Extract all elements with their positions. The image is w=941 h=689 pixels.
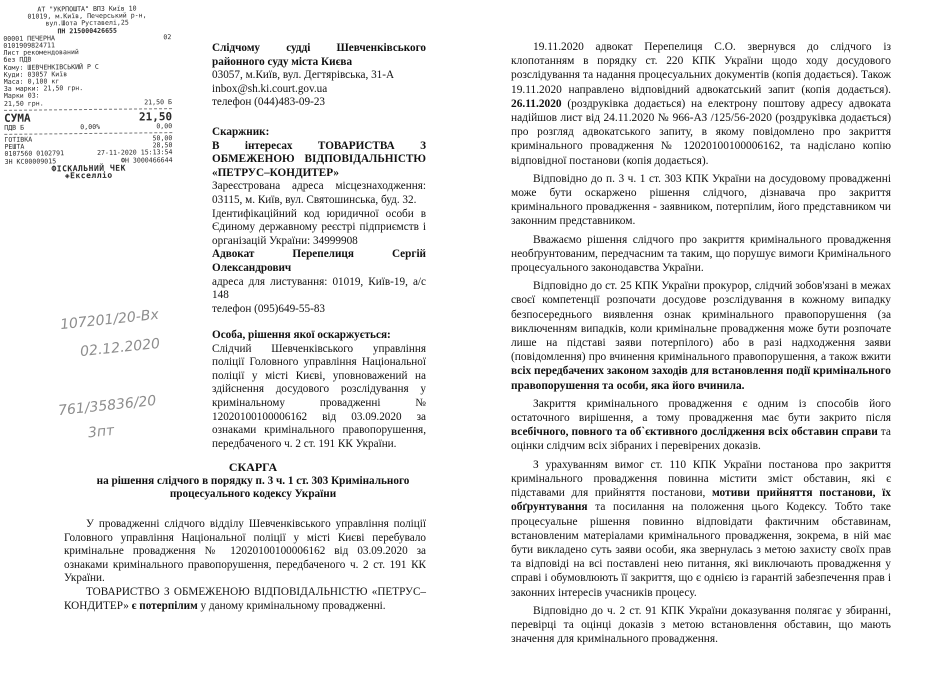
receipt-cash-label: ГОТІВКА	[4, 135, 33, 144]
receipt-fiscal-label: ФІСКАЛЬНИЙ ЧЕК	[51, 163, 126, 174]
complainant-block	[212, 126, 426, 316]
left-paragraph-1: У провадженні слідчого відділу Шевченківського управління поліції Головного управління Національної поліції у місті Києві перебувало кримінальне провадження № 12020100100006162 від 03.09.2020 за ознаками кримінального правопорушення, передбаченого ч. 2 ст. 191 КК України.	[64, 518, 426, 585]
addressee-phone: телефон (044)483-09-23	[212, 96, 326, 109]
right-paragraph-5-c: та оцінки слідчим всіх зібраних і перевірених доказів.	[511, 426, 891, 453]
receipt-item-amount: 21,50 Б	[144, 97, 173, 107]
receipt-item-1: 0101909824711	[3, 41, 56, 50]
complainant-address: Зареєстрована адреса місцезнаходження: 03115, м. Київ, вул. Святошинська, буд. 32.	[212, 180, 426, 206]
handwritten-note: 3пт	[87, 422, 115, 442]
receipt-brand-text: Екселліо	[70, 170, 113, 181]
receipt-fn: ФН 3000466644	[120, 155, 173, 165]
complainant-label: Скаржник:	[212, 126, 270, 138]
receipt-cash-value: 50,00	[152, 134, 173, 143]
receipt-header-4: ПН 215000426655	[57, 26, 118, 35]
right-paragraph-6-a: З урахуванням вимог ст. 110 КПК України постанова про закриття кримінального провадження повинна містити зміст обставин, які є підставами для прийняття постанови,	[511, 458, 891, 500]
receipt-item-7: За марки: 21,50 грн.	[3, 84, 84, 94]
postal-receipt	[3, 5, 173, 207]
receipt-item-5: Куди: 03057 Київ	[3, 70, 68, 79]
document-subtitle: на рішення слідчого в порядку п. 3 ч. 1 ст. 303 Кримінального процесуального кодексу України	[96, 474, 410, 501]
addressee-address: 03057, м.Київ, вул. Дегтярівська, 31-А	[212, 69, 395, 82]
receipt-item-6: Маса: 0,100 кг	[3, 77, 60, 86]
handwritten-case-number: 761/35836/20	[57, 392, 158, 420]
receipt-header-3: вул.Шота Руставелі,25	[45, 18, 129, 28]
document-title: СКАРГА	[228, 460, 278, 474]
receipt-item-8: Марки 03:	[3, 91, 40, 101]
right-paragraph-1-bold: 26.11.2020	[511, 97, 562, 110]
receipt-brand	[5, 171, 173, 180]
complainant-name: В інтересах ТОВАРИСТВА З ОБМЕЖЕНОЮ ВІДПОВІДАЛЬНІСТЮ «ПЕТРУС–КОНДИТЕР»	[212, 139, 426, 179]
receipt-item-code: 02	[163, 32, 172, 42]
addressee-block	[212, 42, 426, 110]
lawyer-name: Адвокат Перепелиця Сергій Олександрович	[212, 248, 426, 274]
receipt-header-2: 01019, м.Київ, Печерський р-н,	[27, 11, 147, 21]
respondent-label: Особа, рішення якої оскаржується:	[212, 329, 391, 341]
receipt-change-value: 28,50	[152, 141, 173, 150]
handwritten-registration-number: 107201/20-Вх	[59, 306, 160, 334]
lawyer-phone: телефон (095)649-55-83	[212, 302, 326, 315]
receipt-item-2: Лист рекомендований	[3, 48, 79, 58]
right-paragraph-4-bold: всіх передбачених законом заходів для встановлення події кримінального правопорушення та особи, яка його вчинила.	[511, 365, 891, 392]
receipt-zn: ЗН КС00009015	[4, 156, 57, 166]
receipt-header-1: АТ "УКРПОШТА" ВПЗ Київ 10	[37, 4, 137, 14]
left-paragraph-2	[64, 586, 426, 613]
right-paragraph-6	[511, 458, 891, 600]
right-paragraph-1-c: (роздруківка додається) на електрону поштову адресу адвоката надійшов лист від 24.11.2020 № 966-АЗ /125/56-2020 (роздруківка додається) про розгляд адвокатського запиту, в якому повідомлено про закриття кримінального провадження № 12020100100006162, та надіслано копію відповідної постанови (копія додається).	[511, 97, 891, 167]
respondent-text: Слідчий Шевченківського управління поліції Головного управління Національної поліції у місті Києві, уповноважений на здійснення досудового розслідування у кримінальному провадженні № 12020100100006162 від 03.09.2020 за ознаками кримінального правопорушення, передбаченого ч. 2 ст. 191 КК України.	[212, 342, 426, 450]
handwritten-date: 02.12.2020	[79, 335, 161, 361]
receipt-item-4: Кому: ШЕВЧЕНКІВСЬКИЙ Р С	[3, 62, 99, 72]
addressee-court: Слідчому судді Шевченківського районного суду міста Києва	[212, 42, 426, 68]
receipt-change-label: РЕШТА	[4, 142, 25, 152]
receipt-item-3: без ПДВ	[3, 56, 32, 65]
left-paragraph-2-a: ТОВАРИСТВО З ОБМЕЖЕНОЮ ВІДПОВІДАЛЬНІСТЮ «ПЕТРУС–КОНДИТЕР»	[64, 585, 426, 612]
right-paragraph-1	[511, 40, 891, 168]
brand-logo-icon: ◈	[64, 171, 71, 181]
right-body	[511, 40, 891, 646]
addressee-email: inbox@sh.ki.court.gov.ua	[212, 82, 328, 95]
right-paragraph-5	[511, 397, 891, 454]
respondent-block	[212, 329, 426, 451]
right-paragraph-4-a: Відповідно до ст. 25 КПК України прокурор, слідчий зобов'язані в межах своєї компетенції розпочати досудове розслідування в кожному випадку безпосереднього виявлення ознак кримінального правопорушення (за виключенням випадків, коли кримінальне провадження може бути розпочате лише на підставі заяви потерпілого) або в разі надходження заяви (повідомлення) про вчинення кримінального правопорушення, а також вжити	[511, 280, 891, 364]
complainant-code: Ідентифікаційний код юридичної особи в Єдиному державному реєстрі підприємств і організацій України: 34999908	[212, 207, 426, 247]
right-paragraph-6-c: та посилання на положення цього Кодексу. Тобто таке процесуальне рішення повинно відповідати фактичним обставинам, встановленим матеріалами кримінального провадження, зокрема, в ній має бути викладено суть заяви особи, яка звернулась з метою захисту своїх прав та відповіді на всі поставлені нею питання, які виключають провадження у справі і обумовлюють її закриття, що є однією із гарантій забезпечення прав і законних інтересів учасників процесу.	[511, 501, 891, 599]
receipt-vat-label: ПДВ Б	[4, 123, 25, 132]
receipt-datetime: 27-11-2020 15:13:54	[97, 148, 173, 158]
left-body	[64, 518, 426, 613]
right-paragraph-5-bold: всебічного, повного та об`єктивного дослідження всіх обставин справи	[511, 426, 878, 439]
left-paragraph-2-c: у даному кримінальному провадженні.	[197, 599, 386, 612]
receipt-total-value: 21,50	[138, 109, 173, 124]
receipt-item-9: 21,50 грн.	[3, 99, 44, 108]
document-title-block	[80, 461, 426, 502]
right-paragraph-3: Вважаємо рішення слідчого про закриття кримінального провадження необґрунтованим, передчасним та таким, що порушує вимоги Кримінального процесуального законодавства України.	[511, 233, 891, 275]
receipt-vat-pct: 0,00%	[80, 122, 101, 131]
receipt-total-label: СУМА	[4, 111, 31, 125]
right-paragraph-6-bold: мотиви прийняття постанови, їх обґрунтування	[511, 487, 891, 514]
right-paragraph-7: Відповідно до ч. 2 ст. 91 КПК України доказування полягає у збиранні, перевірці та оцінці доказів з метою встановлення обставин, що мають значення для кримінального провадження.	[511, 604, 891, 646]
lawyer-address: адреса для листування: 01019, Київ-19, а/с 148	[212, 275, 426, 302]
receipt-vat-value: 0,00	[156, 121, 173, 131]
right-paragraph-1-a: 19.11.2020 адвокат Перепелиця С.О. звернувся до слідчого із клопотанням в порядку ст. 220 КПК України щодо ходу досудового розслідування та надання процесуальних документів (копія додається). Також 19.11.2020 направлено відповідний адвокатський запит (копія додається).	[511, 41, 891, 96]
right-paragraph-5-a: Закриття кримінального провадження є одним із способів його остаточного вирішення, а тому провадження має бути закрито після	[511, 397, 891, 425]
right-paragraph-2: Відповідно до п. 3 ч. 1 ст. 303 КПК України на досудовому провадженні може бути оскаржено рішення слідчого, дізнавача про закриття кримінального провадження - заявником, потерпілим, його представником чи законним представником.	[511, 172, 891, 228]
right-paragraph-4	[511, 279, 891, 393]
receipt-check-no: 0107560 0102791	[4, 149, 65, 159]
left-paragraph-2-bold: є потерпілим	[131, 599, 198, 612]
receipt-item-0: 00001 ПЕЧЕРНА	[3, 34, 55, 43]
